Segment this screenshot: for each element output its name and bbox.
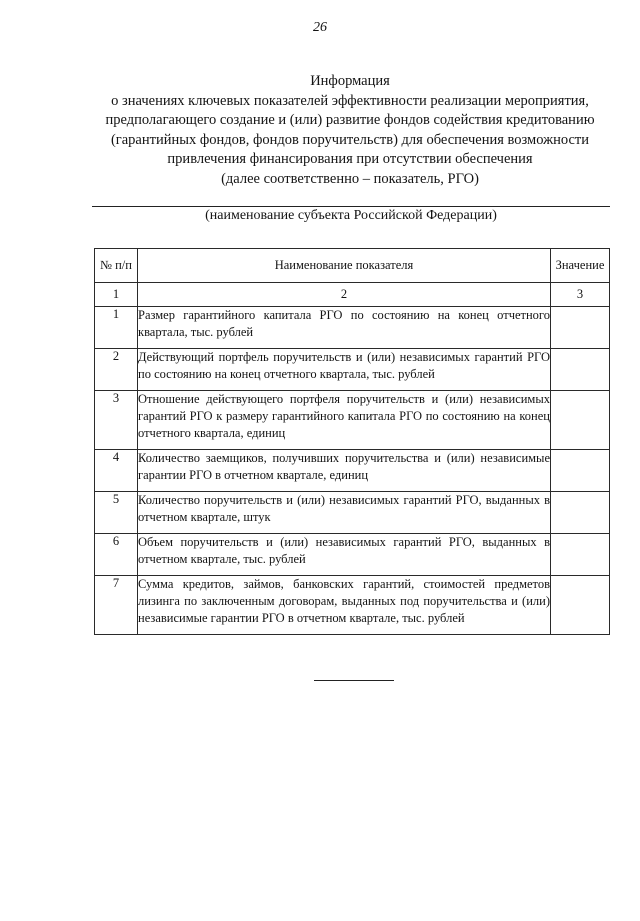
title-line: (далее соответственно – показатель, РГО) xyxy=(221,170,479,187)
end-of-document-rule xyxy=(314,680,394,681)
page-number: 26 xyxy=(313,20,327,35)
title-line: о значениях ключевых показателей эффективности реализации мероприятия, xyxy=(111,92,589,109)
row-value xyxy=(551,576,610,635)
row-value xyxy=(551,349,610,391)
row-name: Действующий портфель поручительств и (или) независимых гарантий РГО по состоянию на конец отчетного квартала, тыс. рублей xyxy=(138,349,551,391)
document-title xyxy=(80,72,620,189)
row-num: 5 xyxy=(95,492,138,534)
table-index-row xyxy=(95,283,610,307)
row-value xyxy=(551,492,610,534)
table-row xyxy=(95,349,610,391)
row-name: Отношение действующего портфеля поручительств и (или) независимых гарантий РГО к размеру гарантийного капитала РГО по состоянию на конец отчетного квартала, единиц xyxy=(138,391,551,450)
index-cell: 1 xyxy=(95,283,138,307)
row-name: Количество поручительств и (или) независимых гарантий РГО, выданных в отчетном квартале, штук xyxy=(138,492,551,534)
row-name: Количество заемщиков, получивших поручительства и (или) независимые гарантии РГО в отчетном квартале, единиц xyxy=(138,450,551,492)
header-num: № п/п xyxy=(95,249,138,283)
index-cell: 3 xyxy=(551,283,610,307)
row-num: 1 xyxy=(95,307,138,349)
table-row xyxy=(95,450,610,492)
header-name: Наименование показателя xyxy=(138,249,551,283)
row-name: Размер гарантийного капитала РГО по состоянию на конец отчетного квартала, тыс. рублей xyxy=(138,307,551,349)
table-header-row xyxy=(95,249,610,283)
row-num: 4 xyxy=(95,450,138,492)
table-row xyxy=(95,576,610,635)
row-num: 2 xyxy=(95,349,138,391)
table-row xyxy=(95,492,610,534)
subject-fill-line xyxy=(92,206,610,207)
table-row xyxy=(95,307,610,349)
table-row xyxy=(95,534,610,576)
header-value: Значение xyxy=(551,249,610,283)
row-value xyxy=(551,450,610,492)
row-value xyxy=(551,534,610,576)
title-line: предполагающего создание и (или) развитие фондов содействия кредитованию xyxy=(105,112,595,128)
table-row xyxy=(95,391,610,450)
row-name: Объем поручительств и (или) независимых гарантий РГО, выданных в отчетном квартале, тыс. рублей xyxy=(138,534,551,576)
row-value xyxy=(551,307,610,349)
subject-caption: (наименование субъекта Российской Федерации) xyxy=(205,208,497,223)
row-name: Сумма кредитов, займов, банковских гарантий, стоимостей предметов лизинга по заключенным договорам, выданных под поручительства и (или) независимые гарантии РГО в отчетном квартале, тыс. рублей xyxy=(138,576,551,635)
row-value xyxy=(551,391,610,450)
title-heading: Информация xyxy=(310,73,390,89)
row-num: 3 xyxy=(95,391,138,450)
row-num: 7 xyxy=(95,576,138,635)
title-line: (гарантийных фондов, фондов поручительств) для обеспечения возможности xyxy=(110,131,590,148)
title-line: привлечения финансирования при отсутствии обеспечения xyxy=(167,151,533,167)
indicators-table xyxy=(94,248,610,635)
index-cell: 2 xyxy=(138,283,551,307)
row-num: 6 xyxy=(95,534,138,576)
